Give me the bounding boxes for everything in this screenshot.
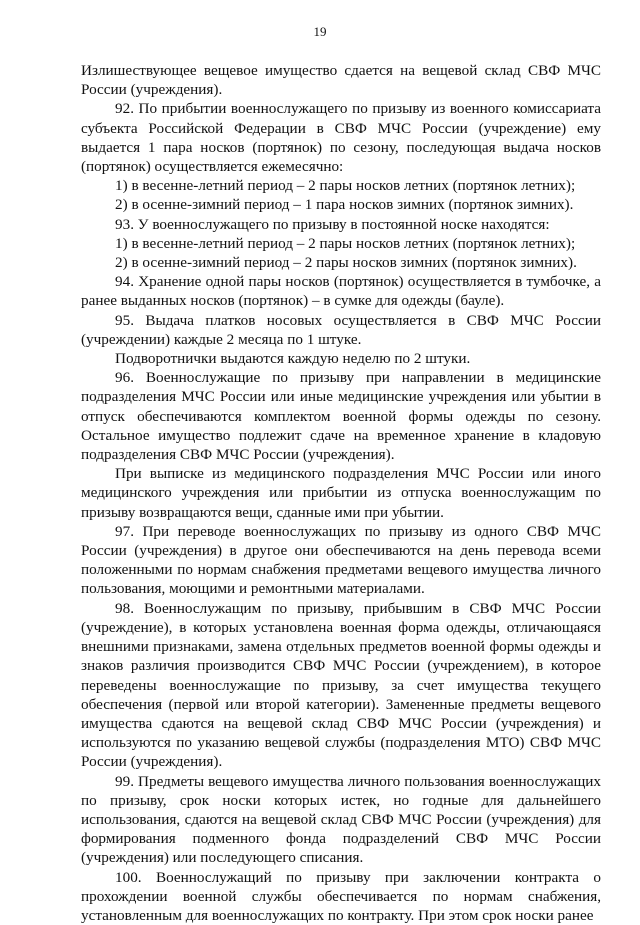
- paragraph-97: 97. При переводе военнослужащих по призыву из одного СВФ МЧС России (учреждения) в другое они обеспечиваются на день перевода всеми положенными по нормам снабжения предметами вещевого имущества личного пользования, моющими и ремонтными материалами.: [81, 522, 601, 598]
- list-item-93-1: 1) в весенне-летний период – 2 пары носков летних (портянок летних);: [115, 234, 576, 252]
- paragraph-100: 100. Военнослужащий по призыву при заключении контракта о прохождении военной службы обеспечивается по нормам снабжения, установленным для военнослужащих по контракту. При этом срок носки ранее: [81, 868, 601, 924]
- list-item-93-2: 2) в осенне-зимний период – 2 пары носков зимних (портянок зимних).: [115, 254, 577, 272]
- paragraph-95-collars: Подворотнички выдаются каждую неделю по 2 штуки.: [115, 350, 471, 368]
- list-item-92-2: 2) в осенне-зимний период – 1 пара носков зимних (портянок зимних).: [115, 196, 574, 214]
- paragraph-95: 95. Выдача платков носовых осуществляется в СВФ МЧС России (учреждении) каждые 2 месяца по 1 штуке.: [81, 311, 601, 348]
- paragraph-98: 98. Военнослужащим по призыву, прибывшим в СВФ МЧС России (учреждение), в которых установлена военная форма одежды, отличающаяся внешними признаками, замена отдельных предметов военной формы одежды и знаков различия производится СВФ МЧС России (учреждением), в которое переведены военнослужащие по призыву, за счет имущества текущего обеспечения (первой или второй категории). Замененные предметы вещевого имущества сдаются на вещевой склад СВФ МЧС России (учреждения) и используются по указанию вещевой службы (подразделения МТО) СВФ МЧС России (учреждения).: [81, 599, 601, 771]
- paragraph-94: 94. Хранение одной пары носков (портянок) осуществляется в тумбочке, а ранее выданных носков (портянок) – в сумке для одежды (бауле).: [81, 273, 601, 310]
- document-body: [81, 61, 601, 925]
- paragraph-99: 99. Предметы вещевого имущества личного пользования военнослужащих по призыву, срок носки которых истек, но годные для дальнейшего использования, сдаются на вещевой склад СВФ МЧС России (учреждения) для формирования подменного фонда подразделений СВФ МЧС России (учреждения) или последующего списания.: [81, 772, 601, 867]
- list-item-92-1: 1) в весенне-летний период – 2 пары носков летних (портянок летних);: [115, 177, 576, 195]
- paragraph-93: 93. У военнослужащего по призыву в постоянной носке находятся:: [115, 215, 550, 233]
- paragraph-96-return: При выписке из медицинского подразделения МЧС России или иного медицинского учреждения или прибытии из отпуска военнослужащим по призыву возвращаются вещи, сданные ими при убытии.: [81, 465, 601, 521]
- paragraph-0: Излишествующее вещевое имущество сдается на вещевой склад СВФ МЧС России (учреждения).: [81, 62, 601, 99]
- page-number: 19: [313, 24, 327, 39]
- paragraph-92: 92. По прибытии военнослужащего по призыву из военного комиссариата субъекта Российской Федерации в СВФ МЧС России (учреждение) ему выдается 1 пара носков (портянок) по сезону, последующая выдача носков (портянок) осуществляется ежемесячно:: [81, 100, 601, 176]
- paragraph-96: 96. Военнослужащие по призыву при направлении в медицинские подразделения МЧС России или иные медицинские учреждения или убытии в отпуск обеспечиваются комплектом военной формы одежды по сезону. Остальное имущество подлежит сдаче на временное хранение в кладовую подразделения СВФ МЧС России (учреждения).: [81, 369, 601, 464]
